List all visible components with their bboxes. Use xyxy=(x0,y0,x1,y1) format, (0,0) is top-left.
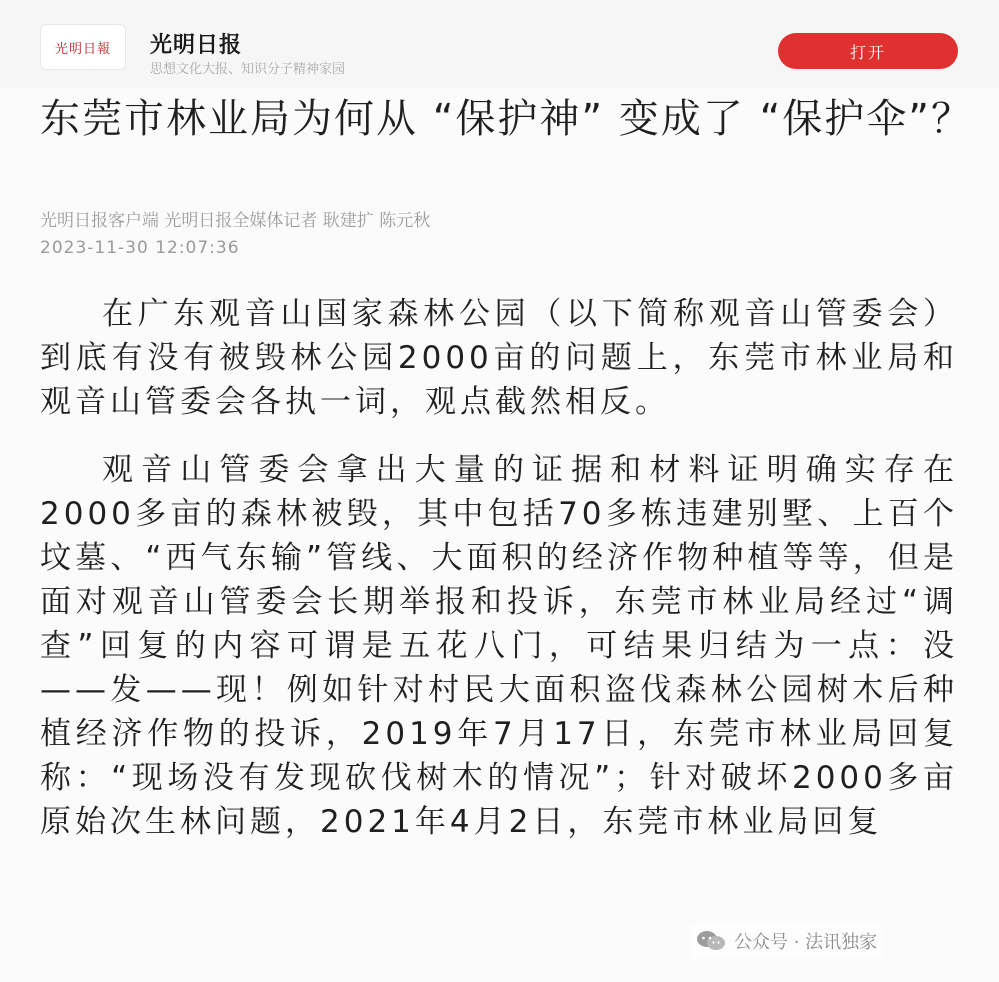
wechat-icon xyxy=(696,930,726,952)
article-timestamp: 2023-11-30 12:07:36 xyxy=(40,238,240,258)
open-app-button[interactable]: 打开 xyxy=(778,33,958,69)
brand-name: 光明日报 xyxy=(150,33,243,58)
article-title: 东莞市林业局为何从 “保护神” 变成了 “保护伞”？ xyxy=(40,96,974,142)
logo-text: 光明日報 xyxy=(54,41,111,57)
article-paragraph: 观音山管委会拿出大量的证据和材料证明确实存在2000多亩的森林被毁，其中包括70多栋违建别墅、上百个坟墓、“西气东输”管线、大面积的经济作物种植等等，但是面对观音山管委会长期举报和投诉，东莞市林业局经过“调查”回复的内容可谓是五花八门，可结果归结为一点：没——发——现！例如针对村民大面积盗伐森林公园树木后种植经济作物的投诉，2019年7月17日，东莞市林业局回复称：“现场没有发现砍伐树木的情况”；针对破坏2000多亩原始次生林问题，2021年4月2日，东莞市林业局回复 xyxy=(40,452,958,840)
app-header-bar xyxy=(0,0,999,88)
article-paragraph: 在广东观音山国家森林公园（以下简称观音山管委会）到底有没有被毁林公园2000亩的问题上，东莞市林业局和观音山管委会各执一词，观点截然相反。 xyxy=(40,296,958,420)
article-byline: 光明日报客户端 光明日报全媒体记者 耿建扩 陈元秋 xyxy=(40,211,431,231)
newspaper-logo xyxy=(40,24,126,70)
wechat-watermark xyxy=(690,924,883,958)
article-body xyxy=(40,292,958,868)
brand-slogan: 思想文化大报、知识分子精神家园 xyxy=(150,62,346,77)
watermark-text: 公众号 · 法讯独家 xyxy=(734,932,878,953)
